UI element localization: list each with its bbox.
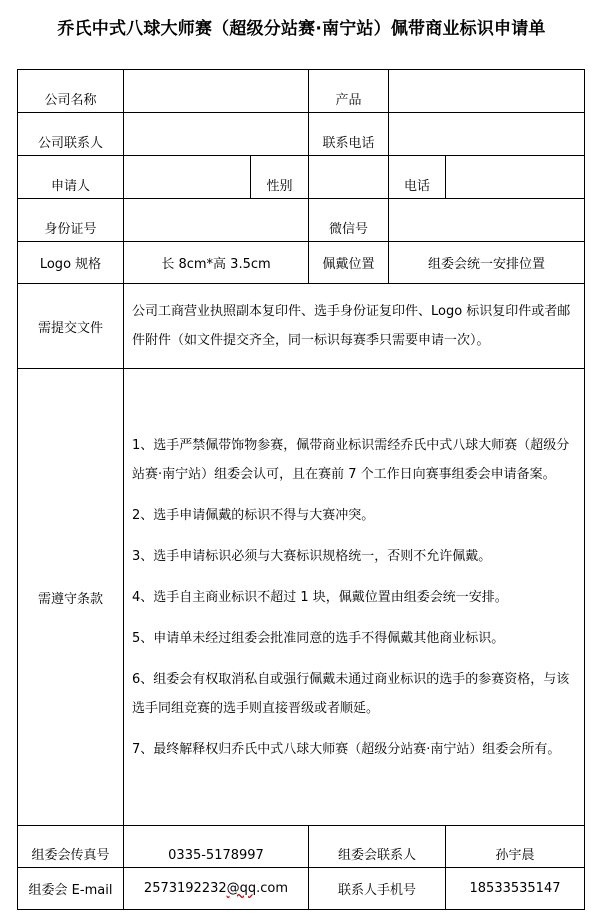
- wear-position-value: 组委会统一安排位置: [389, 242, 585, 284]
- gender-label: 性别: [251, 156, 309, 199]
- documents-text: 公司工商营业执照副本复印件、选手身份证复印件、Logo 标识复印件或者邮件附件（如文件提交齐全，同一标识每赛季只需要申请一次）。: [124, 284, 585, 369]
- row-contact: [18, 113, 585, 156]
- row-company: [18, 70, 585, 113]
- form-title: 乔氏中式八球大师赛（超级分站赛·南宁站）佩带商业标识申请单: [57, 19, 546, 39]
- wear-position-label: 佩戴位置: [309, 242, 389, 284]
- email-user: 2573192232: [143, 881, 227, 896]
- contact-phone-field[interactable]: [389, 113, 585, 156]
- company-contact-label: 公司联系人: [18, 113, 124, 156]
- logo-spec-label: Logo 规格: [18, 242, 124, 284]
- email-at: @qq: [226, 881, 257, 896]
- company-contact-field[interactable]: [124, 113, 309, 156]
- term-clause: 4、选手自主商业标识不超过 1 块，佩戴位置由组委会统一安排。: [132, 589, 508, 605]
- id-number-field[interactable]: [124, 199, 309, 242]
- term-clause: 5、申请单未经过组委会批准同意的选手不得佩戴其他商业标识。: [132, 630, 505, 646]
- logo-spec-value: 长 8cm*高 3.5cm: [124, 242, 309, 284]
- contact-phone-label: 联系电话: [309, 113, 389, 156]
- terms-text: [124, 369, 585, 826]
- term-clause: 2、选手申请佩戴的标识不得与大赛冲突。: [132, 507, 375, 523]
- product-label: 产品: [309, 70, 389, 113]
- tel-field[interactable]: [446, 156, 585, 199]
- wechat-field[interactable]: [389, 199, 585, 242]
- fax-value: 0335-5178997: [124, 826, 309, 868]
- row-email: [18, 868, 585, 910]
- term-clause: 7、最终解释权归乔氏中式八球大师赛（超级分站赛·南宁站）组委会所有。: [132, 741, 561, 757]
- applicant-field[interactable]: [124, 156, 251, 199]
- mobile-value: 18533535147: [446, 868, 585, 910]
- row-applicant: [18, 156, 585, 199]
- company-name-label: 公司名称: [18, 70, 124, 113]
- email-domain: .com: [256, 881, 289, 896]
- product-field[interactable]: [389, 70, 585, 113]
- gender-field[interactable]: [309, 156, 389, 199]
- committee-contact-value: 孙宇晨: [446, 826, 585, 868]
- terms-label: 需遵守条款: [18, 369, 124, 826]
- row-logo: [18, 242, 585, 284]
- term-clause: 3、选手申请标识必须与大赛标识规格统一，否则不允许佩戴。: [132, 548, 492, 564]
- documents-label: 需提交文件: [18, 284, 124, 369]
- applicant-label: 申请人: [18, 156, 124, 199]
- id-number-label: 身份证号: [18, 199, 124, 242]
- fax-label: 组委会传真号: [18, 826, 124, 868]
- company-name-field[interactable]: [124, 70, 309, 113]
- row-terms: [18, 369, 585, 826]
- committee-contact-label: 组委会联系人: [309, 826, 446, 868]
- row-fax: [18, 826, 585, 868]
- term-clause: 6、组委会有权取消私自或强行佩戴未通过商业标识的选手的参赛资格，与该选手同组竞赛的选手则直接晋级或者顺延。: [132, 671, 570, 716]
- email-value: [124, 868, 309, 910]
- wechat-label: 微信号: [309, 199, 389, 242]
- email-label: 组委会 E-mail: [18, 868, 124, 910]
- term-clause: 1、选手严禁佩带饰物参赛，佩带商业标识需经乔氏中式八球大师赛（超级分站赛·南宁站）组委会认可，且在赛前 7 个工作日向赛事组委会申请备案。: [132, 437, 570, 482]
- row-id: [18, 199, 585, 242]
- mobile-label: 联系人手机号: [309, 868, 446, 910]
- application-form-table: [17, 69, 585, 910]
- row-documents: [18, 284, 585, 369]
- tel-label: 电话: [389, 156, 446, 199]
